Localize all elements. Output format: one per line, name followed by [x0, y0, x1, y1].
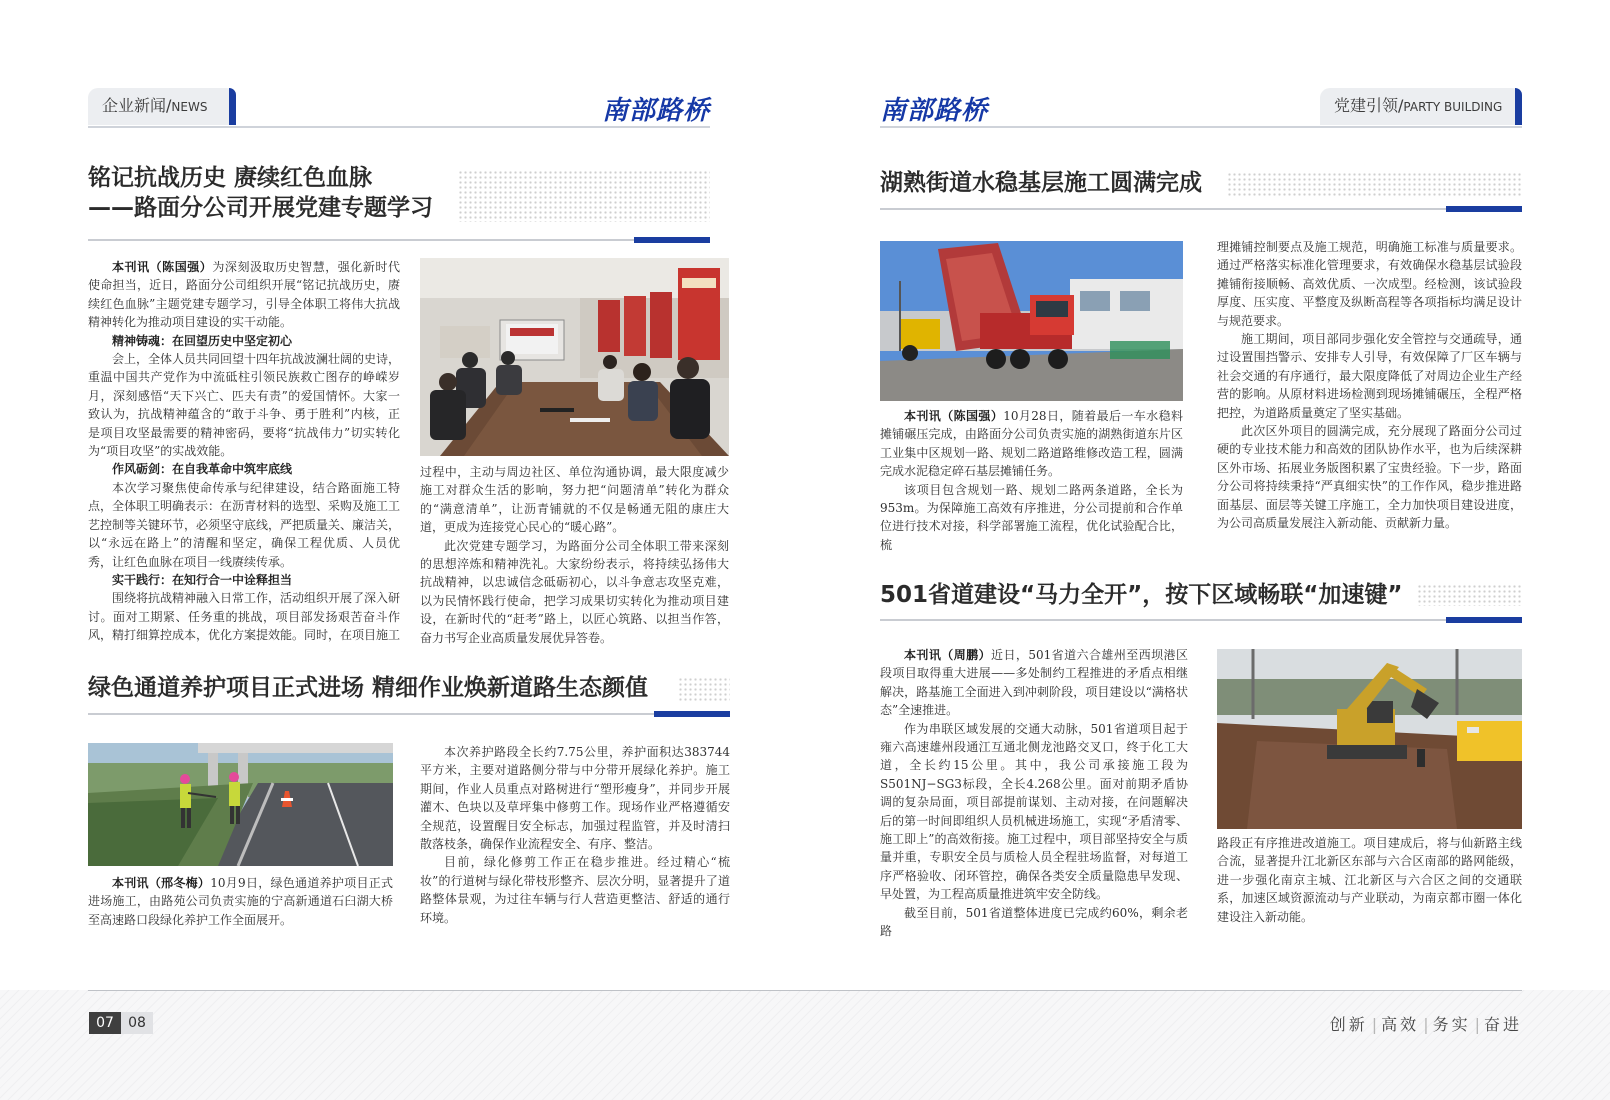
headline-dot-pattern — [458, 170, 710, 222]
article2-column1: 本刊讯（邢冬梅）10月9日，绿色通道养护项目正式进场施工，由路苑公司负责实施的宁高新通道石臼湖大桥至高速路口段绿化养护工作全面展开。 — [88, 876, 393, 927]
article1-title-line2: ——路面分公司开展党建专题学习 — [88, 195, 433, 221]
motto-word: 务实 — [1432, 1015, 1471, 1034]
article3-column1: 本刊讯（陈国强）10月28日，随着最后一车水稳料摊铺碾压完成，由路面分公司负责实施的湖熟街道东片区工业集中区规划一路、规划二路道路维修改造工程，圆满完成水泥稳定碎石基层摊铺任务。 该项目包含规划一路、规划二路两条道路，全长为953m。为保障施工高效有序推进，分公司提前和合作单位进行技术对接，科学部署施工流程，优化试验配合比，梳 — [880, 409, 1183, 552]
motto-word: 高效 — [1381, 1015, 1420, 1034]
headline-dot-pattern — [1417, 584, 1522, 606]
article3-title: 湖熟街道水稳基层施工圆满完成 — [880, 170, 1202, 196]
company-motto: 创新 | 高效 | 务实 | 奋进 — [1329, 1015, 1522, 1034]
headline-dot-pattern — [678, 677, 730, 701]
photo-green-maintenance — [88, 743, 393, 866]
section-label-en: NEWS — [171, 100, 208, 114]
article2-title: 绿色通道养护项目正式进场 精细作业焕新道路生态颜值 — [88, 675, 649, 701]
photo-excavator — [1217, 649, 1522, 829]
page-number-right: 08 — [121, 1012, 153, 1034]
footer-divider — [88, 990, 1522, 991]
photo-party-meeting — [420, 258, 729, 456]
brand-logo: 南部路桥 — [880, 96, 989, 126]
headline-dot-pattern — [1227, 172, 1522, 196]
subheading: 作风砺剑：在自我革命中筑牢底线 — [112, 462, 293, 477]
left-page — [0, 0, 805, 990]
tab-accent — [229, 88, 236, 125]
brand-logo: 南部路桥 — [601, 96, 710, 126]
header-divider — [88, 126, 710, 128]
article4-column2: 路段正有序推进改道施工。项目建成后，将与仙新路主线合流，显著提升江北新区东部与六合区南部的路网能级，进一步强化南京主城、江北新区与六合区之间的交通联系，加速区域资源流动与产业联动，为南京都市圈一体化建设注入新动能。 — [1217, 836, 1522, 924]
motto-word: 创新 — [1329, 1015, 1368, 1034]
right-page — [805, 0, 1610, 990]
article4-rule — [880, 619, 1522, 621]
page-number-left: 07 — [89, 1012, 121, 1034]
meeting-illustration — [420, 258, 729, 456]
article1-column2: 过程中，主动与周边社区、单位沟通协调，最大限度减少施工对群众生活的影响，努力把“问题清单”转化为群众的“满意清单”，让沥青铺就的不仅是畅通无阻的康庄大道，更成为连接党心民心的“暖心路”。 此次党建专题学习，为路面分公司全体职工带来深刻的思想淬炼和精神洗礼。大家纷纷表示，将持续弘扬伟大抗战精神，以忠诚信念砥砺初心，以斗争意志攻坚克难，以为民情怀践行使命，把学习成果切实转化为推动项目建设，在新时代的“赶考”路上，以匠心筑路、以担当作答，奋力书写企业高质量发展优异答卷。 — [420, 465, 729, 645]
greening-illustration — [88, 743, 393, 866]
article3-rule — [880, 208, 1522, 210]
section-label-en: PARTY BUILDING — [1403, 100, 1503, 114]
subheading: 精神铸魂：在回望历史中坚定初心 — [112, 333, 293, 348]
article2-column2: 本次养护路段全长约7.75公里，养护面积达383744平方米，主要对道路侧分带与中分带开展绿化养护。施工期间，作业人员重点对路树进行“塑形瘦身”，并同步开展灌木、色块以及草坪集中修剪工作。现场作业严格遵循安全规范，设置醒目安全标志，加强过程监管，并及时清扫散落枝条，确保作业流程安全、有序、整洁。 目前，绿化修剪工作正在稳步推进。经过精心“梳妆”的行道树与绿化带枝形整齐、层次分明，显著提升了道路整体景观，为过往车辆与行人营造更整洁、舒适的通行环境。 — [420, 745, 730, 925]
motto-word: 奋进 — [1483, 1015, 1522, 1034]
section-label: 党建引领 — [1334, 96, 1399, 115]
article4-title: 501省道建设“马力全开”，按下区域畅联“加速键” — [880, 582, 1403, 608]
byline: 本刊讯（周鹏） — [904, 648, 992, 662]
left-header — [88, 88, 710, 128]
article4-column1: 本刊讯（周鹏）近日，501省道六合雄州至西坝港区段项目取得重大进展——多处制约工程推进的矛盾点相继解决，路基施工全面进入到冲刺阶段，项目建设以“满格状态”全速推进。 作为串联区域发展的交通大动脉，501省道项目起于雍六高速雄州段通江互通北侧龙池路交叉口，终于化工大道，全长约15公里。其中，我公司承接施工段为S501NJ−SG3标段，全长4.268公里。面对前期矛盾协调的复杂局面，项目部提前谋划、主动对接，在问题解决后的第一时间即组织人员机械进场施工，实现“矛盾清零、施工即上”的高效衔接。施工过程中，项目部坚持安全与质量并重，专职安全员与质检人员全程驻场监督，对每道工序严格验收、闭环管控，确保各类安全质量隐患早发现、早处置，为工程高质量推进筑牢安全防线。 截至目前，501省道整体进度已完成约60%，剩余老路 — [880, 648, 1188, 939]
byline: 本刊讯（邢冬梅） — [112, 876, 211, 890]
section-tab-party-building: 党建引领/PARTY BUILDING — [1320, 88, 1522, 125]
truck-illustration — [880, 241, 1183, 401]
photo-dump-truck — [880, 241, 1183, 401]
subheading: 实干践行：在知行合一中诠释担当 — [112, 572, 293, 587]
header-divider — [880, 126, 1522, 128]
article1-column1: 本刊讯（陈国强）为深刻汲取历史智慧，强化新时代使命担当，近日，路面分公司组织开展“铭记抗战历史，赓续红色血脉”主题党建专题学习，引导全体职工将伟大抗战精神转化为推动项目建设的实干动能。 精神铸魂：在回望历史中坚定初心 会上，全体人员共同回望十四年抗战波澜壮阔的史诗，重温中国共产党作为中流砥柱引领民族救亡图存的峥嵘岁月，深刻感悟“天下兴亡、匹夫有责”的爱国情怀。大家一致认为，抗战精神蕴含的“敢于斗争、勇于胜利”内核，正是项目攻坚最需要的精神密码，要将“抗战伟力”切实转化为“项目攻坚”的实战效能。 作风砺剑：在自我革命中筑牢底线 本次学习聚焦使命传承与纪律建设，结合路面施工特点，全体职工明确表示：在沥青材料的选型、采购及施工工艺控制等关键环节，必须坚守底线，严把质量关、廉洁关，以“永远在路上”的清醒和坚定，确保工程优质、人员优秀，让红色血脉在项目一线赓续传承。 实干践行：在知行合一中诠释担当 围绕将抗战精神融入日常工作，活动组织开展了深入研讨。面对工期紧、任务重的挑战，项目部发扬艰苦奋斗作风，精打细算控成本，优化方案提效能。同时，在项目施工 — [88, 260, 401, 643]
right-header — [880, 88, 1522, 128]
section-tab-news: 企业新闻/NEWS — [88, 88, 236, 125]
section-label: 企业新闻 — [102, 96, 167, 115]
footer — [0, 990, 1610, 1100]
article1-title-line1: 铭记抗战历史 赓续红色血脉 — [88, 165, 373, 191]
excavator-illustration — [1217, 649, 1522, 829]
article3-column2: 理摊铺控制要点及施工规范，明确施工标准与质量要求。通过严格落实标准化管理要求，有效确保水稳基层试验段摊铺衔接顺畅、高效优质、一次成型。经检测，该试验段厚度、压实度、平整度及纵断高程等各项指标均满足设计与规范要求。 施工期间，项目部同步强化安全管控与交通疏导，通过设置围挡警示、安排专人引导，有效保障了厂区车辆与社会交通的有序通行，最大限度降低了对周边企业生产经营的影响。从原材料进场检测到现场摊铺碾压，全程严格把控，为道路质量奠定了坚实基础。 此次区外项目的圆满完成，充分展现了路面分公司过硬的专业技术能力和高效的团队协作水平，也为后续深耕区外市场、拓展业务版图积累了宝贵经验。下一步，路面分公司将持续秉持“严真细实快”的工作作风，稳步推进路面基层、面层等关键工序施工，全力加快项目建设进度，为公司高质量发展注入新动能、贡献新力量。 — [1217, 240, 1522, 531]
article1-rule — [88, 239, 710, 241]
article2-rule — [88, 713, 730, 715]
tab-accent — [1515, 88, 1522, 125]
byline: 本刊讯（陈国强） — [904, 409, 1004, 423]
byline: 本刊讯（陈国强） — [112, 260, 213, 274]
